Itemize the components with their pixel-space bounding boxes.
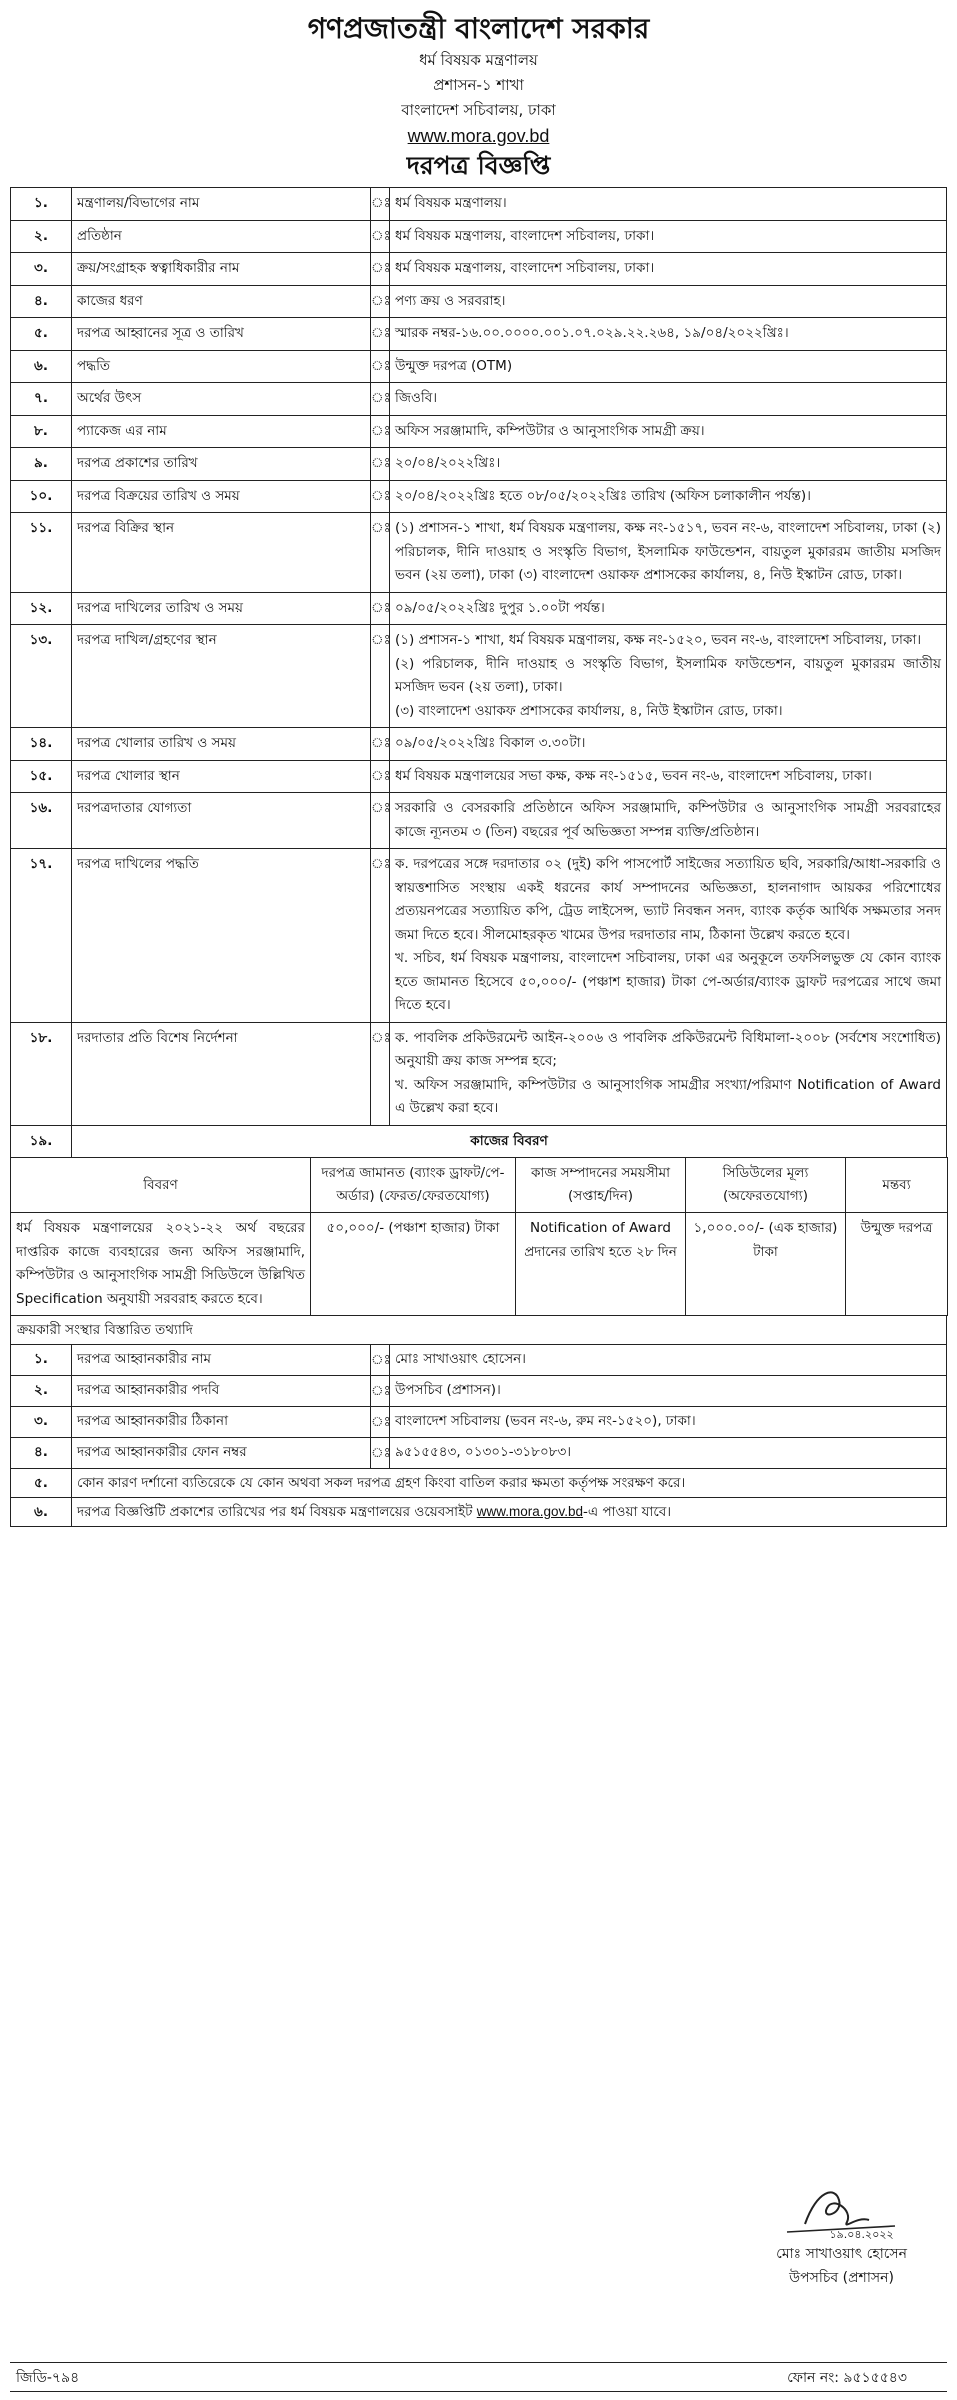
footer-phone: ফোন নং: ৯৫১৫৫৪৩ — [787, 2370, 907, 2386]
table-row: ১৩. দরপত্র দাখিল/গ্রহণের স্থান ঃ (১) প্রশাসন-১ শাখা, ধর্ম বিষয়ক মন্ত্রণালয়, কক্ষ নং-১৫২০, ভবন নং-৬, বাংলাদেশ সচিবালয়, ঢাকা। (২) পরিচালক, দীনি দাওয়াহ ও সংস্কৃতি বিভাগ, ইসলামিক ফাউন্ডেশন, বায়তুল মুকাররম জাতীয় মসজিদ ভবন (২য় তলা), ঢাকা। (৩) বাংলাদেশ ওয়াকফ প্রশাসকের কার্যালয়, ৪, নিউ ইস্কাটান রোড, ঢাকা। — [11, 625, 947, 728]
website-note: দরপত্র বিজ্ঞপ্তিটি প্রকাশের তারিখের পর ধর্ম বিষয়ক মন্ত্রণালয়ের ওয়েবসাইট www.mora.gov.bd-এ পাওয়া যাবে। — [72, 1498, 947, 1527]
secretariat-address: বাংলাদেশ সচিবালয়, ঢাকা — [401, 101, 556, 119]
table-row: ৭. অর্থের উৎস ঃ জিওবি। — [11, 383, 947, 416]
table-row: ৮. প্যাকেজ এর নাম ঃ অফিস সরঞ্জামাদি, কম্পিউটার ও আনুসাংগিক সামগ্রী ক্রয়। — [11, 415, 947, 448]
signature-date: ১৯.০৪.২০২২ — [829, 2228, 894, 2241]
signature-block — [776, 2180, 907, 2290]
notice-title: দরপত্র বিজ্ঞপ্তি — [406, 151, 551, 180]
work-title: কাজের বিবরণ — [72, 1125, 947, 1158]
table-row: ১৬. দরপত্রদাতার যোগ্যতা ঃ সরকারি ও বেসরকারি প্রতিষ্ঠানে অফিস সরঞ্জামাদি, কম্পিউটার ও আনুসাংগিক সামগ্রী সরবরাহের কাজে ন্যূনতম ৩ (তিন) বছরের পূর্ব অভিজ্ঞতা সম্পন্ন ব্যক্তি/প্রতিষ্ঠান। — [11, 793, 947, 849]
table-row: ৯. দরপত্র প্রকাশের তারিখ ঃ ২০/০৪/২০২২খ্রিঃ। — [11, 448, 947, 481]
work-description-table — [10, 1157, 948, 1316]
table-row: ২. দরপত্র আহ্বানকারীর পদবি ঃ উপসচিব (প্রশাসন)। — [11, 1376, 947, 1407]
buyer-info-table — [10, 1344, 947, 1527]
branch-name: প্রশাসন-১ শাখা — [433, 76, 524, 94]
table-row: ৫. দরপত্র আহ্বানের সূত্র ও তারিখ ঃ স্মারক নম্বর-১৬.০০.০০০০.০০১.০৭.০২৯.২২.২৬৪, ১৯/০৪/২০২২খ্রিঃ। — [11, 318, 947, 351]
footer-bar — [10, 2362, 947, 2392]
work-table-header: বিবরণ দরপত্র জামানত (ব্যাংক ড্রাফট/পে-অর্ডার) (ফেরত/ফেরতযোগ্য) কাজ সম্পাদনের সময়সীমা (সপ্তাহ/দিন) সিডিউলের মূল্য (অফেরতযোগ্য) মন্তব্য — [11, 1158, 948, 1213]
work-table-row: ধর্ম বিষয়ক মন্ত্রণালয়ের ২০২১-২২ অর্থ বছরের দাপ্তরিক কাজে ব্যবহারের জন্য অফিস সরঞ্জামাদি, কম্পিউটার ও আনুসাংগিক সামগ্রী সিডিউলে উল্লিখিত Specification অনুযায়ী সরবরাহ করতে হবে। ৫০,০০০/- (পঞ্চাশ হাজার) টাকা Notification of Award প্রদানের তারিখ হতে ২৮ দিন ১,০০০.০০/- (এক হাজার) টাকা উন্মুক্ত দরপত্র — [11, 1213, 948, 1316]
signatory-designation: উপসচিব (প্রশাসন) — [789, 2270, 894, 2286]
table-row: ৪. কাজের ধরণ ঃ পণ্য ক্রয় ও সরবরাহ। — [11, 285, 947, 318]
table-row: ১৭. দরপত্র দাখিলের পদ্ধতি ঃ ক. দরপত্রের সঙ্গে দরদাতার ০২ (দুই) কপি পাসপোর্ট সাইজের সত্যায়িত ছবি, সরকারি/আধা-সরকারি ও স্বায়ত্তশাসিত সংস্থায় একই ধরনের কার্য সম্পাদনের অভিজ্ঞতা, হালনাগাদ আয়কর পরিশোধের প্রত্যয়নপত্রের সত্যায়িত কপি, ট্রেড লাইসেন্স, ভ্যাট নিবন্ধন সনদ, ব্যাংক কর্তৃক আর্থিক সক্ষমতার সনদ জমা দিতে হবে। সীলমোহরকৃত খামের উপর দরদাতার নাম, ঠিকানা উল্লেখ করতে হবে। খ. সচিব, ধর্ম বিষয়ক মন্ত্রণালয়, বাংলাদেশ সচিবালয়, ঢাকা এর অনুকূলে তফসিলভুক্ত যে কোন ব্যাংক হতে জামানত হিসেবে ৫০,০০০/- (পঞ্চাশ হাজার) টাকা পে-অর্ডার/ব্যাংক ড্রাফট দরপত্রের সাথে জমা দিতে হবে। — [11, 849, 947, 1023]
ministry-name: ধর্ম বিষয়ক মন্ত্রণালয় — [419, 51, 538, 69]
table-row: ৪. দরপত্র আহ্বানকারীর ফোন নম্বর ঃ ৯৫১৫৫৪৩, ০১৩০১-৩১৮০৮৩। — [11, 1438, 947, 1469]
table-row: ১. মন্ত্রণালয়/বিভাগের নাম ঃ ধর্ম বিষয়ক মন্ত্রণালয়। — [11, 188, 947, 221]
table-row: ১২. দরপত্র দাখিলের তারিখ ও সময় ঃ ০৯/০৫/২০২২খ্রিঃ দুপুর ১.০০টা পর্যন্ত। — [11, 592, 947, 625]
table-row: ১৫. দরপত্র খোলার স্থান ঃ ধর্ম বিষয়ক মন্ত্রণালয়ের সভা কক্ষ, কক্ষ নং-১৫১৫, ভবন নং-৬, বাংলাদেশ সচিবালয়, ঢাকা। — [11, 760, 947, 793]
table-row: ৫. কোন কারণ দর্শানো ব্যতিরেকে যে কোন অথবা সকল দরপত্র গ্রহণ কিংবা বাতিল করার ক্ষমতা কর্তৃপক্ষ সংরক্ষণ করে। — [11, 1469, 947, 1498]
table-row: ৩. দরপত্র আহ্বানকারীর ঠিকানা ঃ বাংলাদেশ সচিবালয় (ভবন নং-৬, রুম নং-১৫২০), ঢাকা। — [11, 1407, 947, 1438]
notice-header — [10, 10, 947, 183]
table-row: ৬. দরপত্র বিজ্ঞপ্তিটি প্রকাশের তারিখের পর ধর্ম বিষয়ক মন্ত্রণালয়ের ওয়েবসাইট www.mora.gov.bd-এ পাওয়া যাবে। — [11, 1498, 947, 1527]
work-section-heading: ১৯. কাজের বিবরণ — [11, 1125, 947, 1158]
buyer-section-title: ক্রয়কারী সংস্থার বিস্তারিত তথ্যাদি — [10, 1316, 947, 1344]
website-note-link[interactable]: www.mora.gov.bd — [476, 1504, 584, 1519]
table-row: ৬. পদ্ধতি ঃ উন্মুক্ত দরপত্র (OTM) — [11, 350, 947, 383]
table-row: ১১. দরপত্র বিক্রির স্থান ঃ (১) প্রশাসন-১ শাখা, ধর্ম বিষয়ক মন্ত্রণালয়, কক্ষ নং-১৫১৭, ভবন নং-৬, বাংলাদেশ সচিবালয়, ঢাকা (২) পরিচালক, দীনি দাওয়াহ ও সংস্কৃতি বিভাগ, ইসলামিক ফাউন্ডেশন, বায়তুল মুকাররম জাতীয় মসজিদ ভবন (২য় তলা), ঢাকা (৩) বাংলাদেশ ওয়াকফ প্রশাসকের কার্যালয়, ৪, নিউ ইস্কাটন রোড, ঢাকা। — [11, 513, 947, 593]
reservation-note: কোন কারণ দর্শানো ব্যতিরেকে যে কোন অথবা সকল দরপত্র গ্রহণ কিংবা বাতিল করার ক্ষমতা কর্তৃপক্ষ সংরক্ষণ করে। — [72, 1469, 947, 1498]
table-row: ১৮. দরদাতার প্রতি বিশেষ নির্দেশনা ঃ ক. পাবলিক প্রকিউরমেন্ট আইন-২০০৬ ও পাবলিক প্রকিউরমেন্ট বিধিমালা-২০০৮ (সর্বশেষ সংশোধিত) অনুযায়ী ক্রয় কাজ সম্পন্ন হবে; খ. অফিস সরঞ্জামাদি, কম্পিউটার ও আনুসাংগিক সামগ্রীর সংখ্যা/পরিমাণ Notification of Award এ উল্লেখ করা হবে। — [11, 1022, 947, 1125]
signatory-name: মোঃ সাখাওয়াৎ হোসেন — [776, 2246, 907, 2262]
table-row: ১০. দরপত্র বিক্রয়ের তারিখ ও সময় ঃ ২০/০৪/২০২২খ্রিঃ হতে ০৮/০৫/২০২২খ্রিঃ তারিখ (অফিস চলাকালীন পর্যন্ত)। — [11, 480, 947, 513]
table-row: ১৪. দরপত্র খোলার তারিখ ও সময় ঃ ০৯/০৫/২০২২খ্রিঃ বিকাল ৩.৩০টা। — [11, 728, 947, 761]
government-title: গণপ্রজাতন্ত্রী বাংলাদেশ সরকার — [307, 12, 650, 45]
website-link[interactable]: www.mora.gov.bd — [407, 126, 550, 146]
gd-code: জিডি-৭৯৪ — [16, 2370, 80, 2386]
table-row: ২. প্রতিষ্ঠান ঃ ধর্ম বিষয়ক মন্ত্রণালয়, বাংলাদেশ সচিবালয়, ঢাকা। — [11, 220, 947, 253]
tender-details-table — [10, 187, 947, 1158]
table-row: ১. দরপত্র আহ্বানকারীর নাম ঃ মোঃ সাখাওয়াৎ হোসেন। — [11, 1345, 947, 1376]
table-row: ৩. ক্রয়/সংগ্রাহক স্বত্বাধিকারীর নাম ঃ ধর্ম বিষয়ক মন্ত্রণালয়, বাংলাদেশ সচিবালয়, ঢাকা। — [11, 253, 947, 286]
